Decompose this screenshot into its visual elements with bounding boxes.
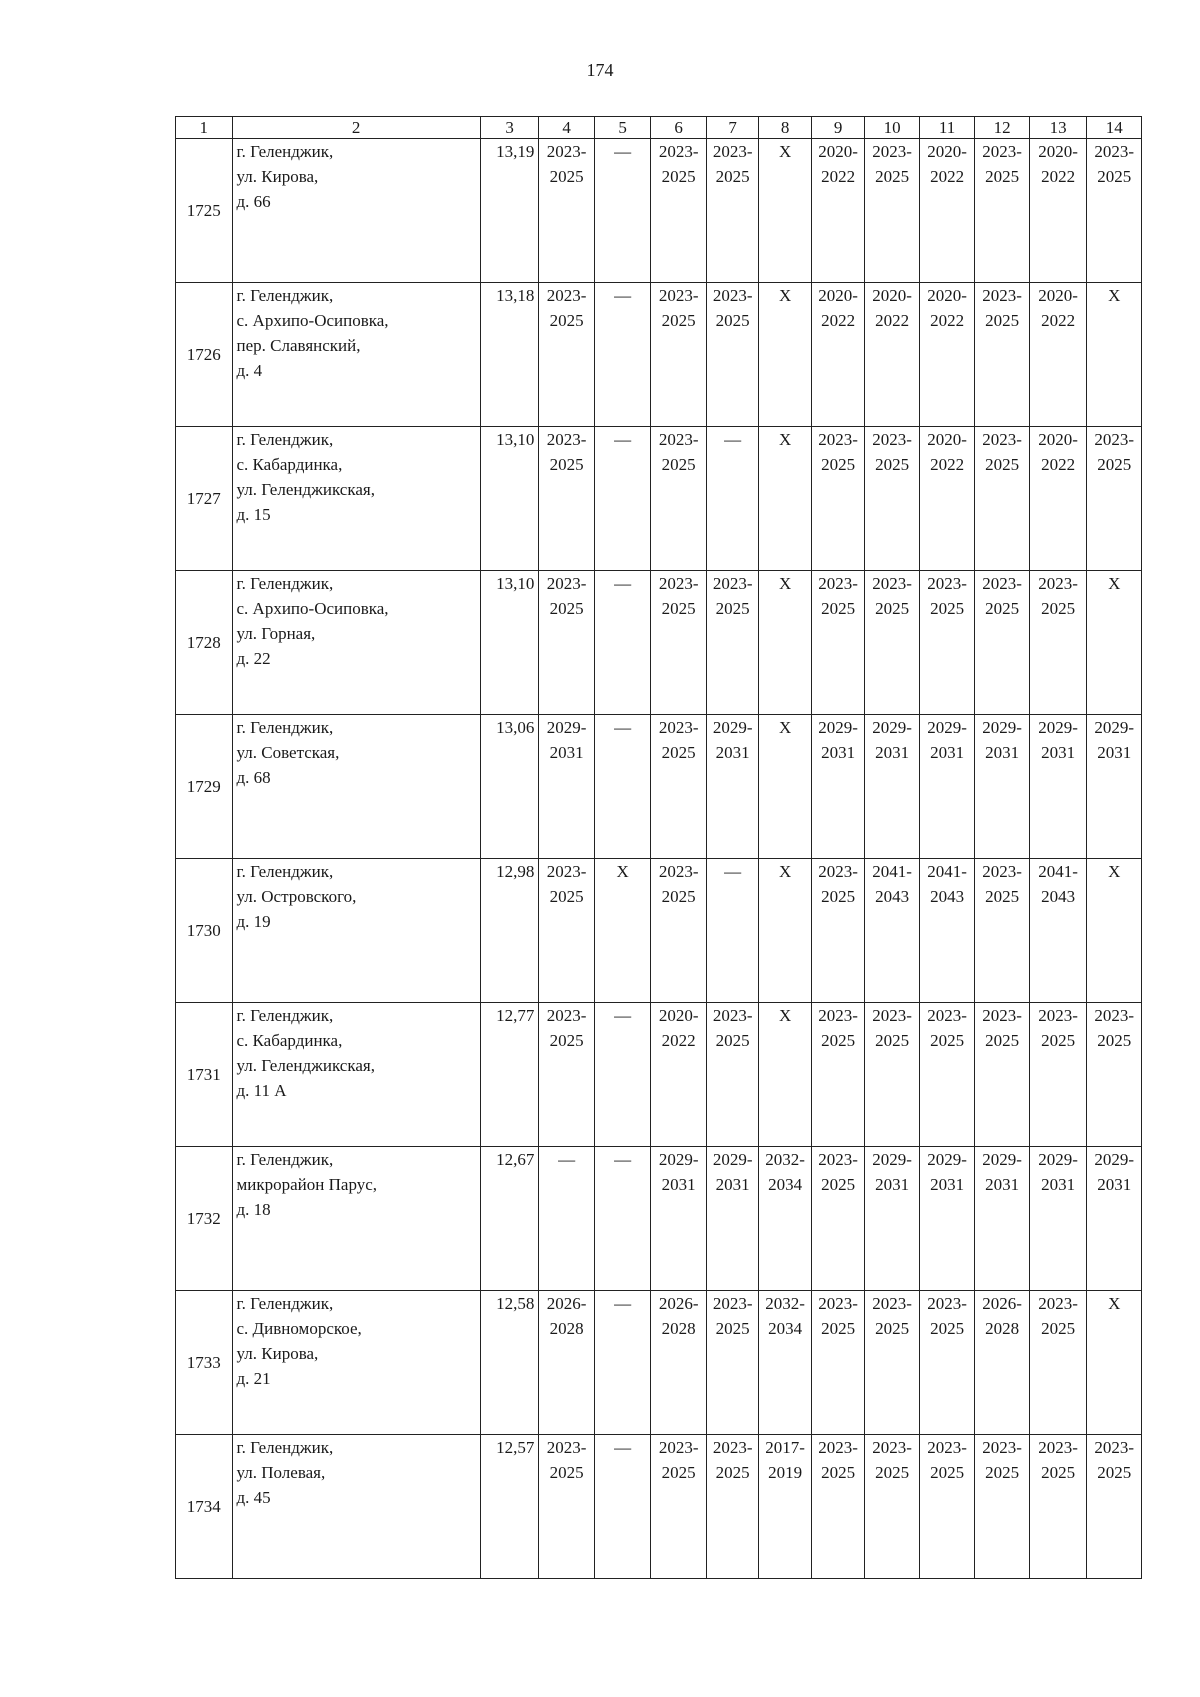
column-header: 7: [706, 117, 758, 139]
column-header: 6: [651, 117, 707, 139]
address-line: д. 18: [236, 1200, 271, 1219]
address-line: с. Кабардинка,: [236, 1031, 343, 1050]
address-line: д. 11 А: [236, 1081, 287, 1100]
period-cell: 2023- 2025: [975, 1435, 1030, 1579]
period-cell: 2023- 2025: [919, 1435, 975, 1579]
period-cell: —: [539, 1147, 595, 1291]
period-cell: X: [759, 283, 811, 427]
period-cell: 2029- 2031: [1029, 1147, 1087, 1291]
address-line: с. Кабардинка,: [236, 455, 343, 474]
table-row: [176, 715, 1142, 859]
row-number: 1731: [176, 1003, 233, 1147]
address-line: г. Геленджик,: [236, 1006, 334, 1025]
period-cell: 2023- 2025: [706, 1435, 758, 1579]
row-number: 1733: [176, 1291, 233, 1435]
period-cell: 2023- 2025: [539, 283, 595, 427]
address-line: г. Геленджик,: [236, 430, 334, 449]
period-cell: X: [1087, 1291, 1142, 1435]
area-cell: 12,58: [480, 1291, 539, 1435]
period-cell: 2023- 2025: [1029, 1003, 1087, 1147]
period-cell: —: [594, 715, 651, 859]
period-cell: 2020- 2022: [919, 139, 975, 283]
period-cell: 2023- 2025: [1087, 1003, 1142, 1147]
period-cell: 2041- 2043: [865, 859, 920, 1003]
period-cell: 2026- 2028: [651, 1291, 707, 1435]
row-number: 1727: [176, 427, 233, 571]
table-row: [176, 1147, 1142, 1291]
area-cell: 12,77: [480, 1003, 539, 1147]
period-cell: 2023- 2025: [811, 571, 864, 715]
period-cell: 2023- 2025: [975, 139, 1030, 283]
address-cell: [232, 427, 480, 571]
period-cell: —: [594, 283, 651, 427]
period-cell: 2026- 2028: [975, 1291, 1030, 1435]
column-header: 2: [232, 117, 480, 139]
address-line: г. Геленджик,: [236, 718, 334, 737]
period-cell: 2023- 2025: [865, 427, 920, 571]
period-cell: 2023- 2025: [539, 1435, 595, 1579]
period-cell: 2023- 2025: [706, 139, 758, 283]
period-cell: 2029- 2031: [1087, 1147, 1142, 1291]
period-cell: —: [594, 1147, 651, 1291]
row-number: 1734: [176, 1435, 233, 1579]
period-cell: X: [759, 1003, 811, 1147]
address-line: с. Архипо-Осиповка,: [236, 599, 389, 618]
period-cell: 2023- 2025: [706, 571, 758, 715]
address-line: г. Геленджик,: [236, 1438, 334, 1457]
period-cell: 2023- 2025: [811, 859, 864, 1003]
address-line: микрорайон Парус,: [236, 1175, 378, 1194]
address-line: ул. Кирова,: [236, 167, 319, 186]
period-cell: 2023- 2025: [706, 1291, 758, 1435]
column-header: 12: [975, 117, 1030, 139]
address-line: д. 68: [236, 768, 271, 787]
period-cell: 2023- 2025: [975, 859, 1030, 1003]
period-cell: 2023- 2025: [811, 1291, 864, 1435]
period-cell: 2023- 2025: [865, 571, 920, 715]
address-line: д. 19: [236, 912, 271, 931]
address-line: г. Геленджик,: [236, 1150, 334, 1169]
period-cell: 2023- 2025: [865, 1291, 920, 1435]
period-cell: X: [594, 859, 651, 1003]
address-line: г. Геленджик,: [236, 142, 334, 161]
row-number: 1729: [176, 715, 233, 859]
table-row: [176, 283, 1142, 427]
period-cell: 2023- 2025: [811, 1435, 864, 1579]
period-cell: 2029- 2031: [811, 715, 864, 859]
column-header: 4: [539, 117, 595, 139]
period-cell: 2023- 2025: [865, 139, 920, 283]
period-cell: X: [759, 427, 811, 571]
period-cell: 2023- 2025: [651, 139, 707, 283]
period-cell: 2023- 2025: [539, 571, 595, 715]
table-row: [176, 571, 1142, 715]
period-cell: 2029- 2031: [1087, 715, 1142, 859]
period-cell: 2020- 2022: [1029, 283, 1087, 427]
address-line: ул. Геленджикская,: [236, 480, 375, 499]
address-line: г. Геленджик,: [236, 862, 334, 881]
address-line: г. Геленджик,: [236, 286, 334, 305]
period-cell: 2023- 2025: [539, 139, 595, 283]
address-cell: [232, 283, 480, 427]
period-cell: 2023- 2025: [811, 427, 864, 571]
period-cell: 2023- 2025: [1087, 139, 1142, 283]
register-table: [175, 116, 1142, 1579]
column-header: 10: [865, 117, 920, 139]
address-line: д. 45: [236, 1488, 271, 1507]
column-header: 8: [759, 117, 811, 139]
period-cell: —: [594, 139, 651, 283]
table-row: [176, 859, 1142, 1003]
period-cell: 2023- 2025: [975, 1003, 1030, 1147]
period-cell: 2041- 2043: [919, 859, 975, 1003]
address-line: г. Геленджик,: [236, 1294, 334, 1313]
period-cell: 2041- 2043: [1029, 859, 1087, 1003]
period-cell: 2032- 2034: [759, 1291, 811, 1435]
period-cell: 2023- 2025: [975, 427, 1030, 571]
row-number: 1732: [176, 1147, 233, 1291]
period-cell: 2023- 2025: [651, 1435, 707, 1579]
period-cell: X: [759, 571, 811, 715]
address-line: д. 4: [236, 361, 263, 380]
address-line: ул. Советская,: [236, 743, 340, 762]
column-header: 14: [1087, 117, 1142, 139]
period-cell: 2029- 2031: [865, 715, 920, 859]
period-cell: 2029- 2031: [706, 715, 758, 859]
address-line: д. 22: [236, 649, 271, 668]
address-line: ул. Горная,: [236, 624, 316, 643]
period-cell: —: [594, 571, 651, 715]
period-cell: 2023- 2025: [651, 859, 707, 1003]
period-cell: 2023- 2025: [651, 427, 707, 571]
period-cell: 2020- 2022: [1029, 139, 1087, 283]
table-row: [176, 1003, 1142, 1147]
address-line: ул. Геленджикская,: [236, 1056, 375, 1075]
row-number: 1728: [176, 571, 233, 715]
period-cell: X: [759, 859, 811, 1003]
address-line: д. 66: [236, 192, 271, 211]
table-row: [176, 1435, 1142, 1579]
address-cell: [232, 715, 480, 859]
period-cell: 2023- 2025: [651, 571, 707, 715]
row-number: 1730: [176, 859, 233, 1003]
period-cell: X: [759, 139, 811, 283]
period-cell: 2029- 2031: [975, 1147, 1030, 1291]
address-line: ул. Островского,: [236, 887, 357, 906]
area-cell: 13,10: [480, 571, 539, 715]
address-cell: [232, 139, 480, 283]
period-cell: 2023- 2025: [865, 1003, 920, 1147]
period-cell: 2032- 2034: [759, 1147, 811, 1291]
address-line: с. Дивноморское,: [236, 1319, 362, 1338]
table-row: [176, 139, 1142, 283]
address-line: с. Архипо-Осиповка,: [236, 311, 389, 330]
period-cell: 2029- 2031: [975, 715, 1030, 859]
table-row: [176, 427, 1142, 571]
period-cell: 2023- 2025: [539, 427, 595, 571]
period-cell: 2023- 2025: [539, 859, 595, 1003]
period-cell: 2023- 2025: [1087, 427, 1142, 571]
period-cell: 2023- 2025: [919, 1003, 975, 1147]
period-cell: 2029- 2031: [865, 1147, 920, 1291]
period-cell: X: [1087, 571, 1142, 715]
address-line: ул. Полевая,: [236, 1463, 326, 1482]
area-cell: 12,98: [480, 859, 539, 1003]
period-cell: 2023- 2025: [1029, 1291, 1087, 1435]
area-cell: 13,06: [480, 715, 539, 859]
area-cell: 13,19: [480, 139, 539, 283]
period-cell: 2023- 2025: [811, 1147, 864, 1291]
period-cell: 2020- 2022: [865, 283, 920, 427]
column-header: 3: [480, 117, 539, 139]
table-row: [176, 1291, 1142, 1435]
area-cell: 13,10: [480, 427, 539, 571]
period-cell: 2023- 2025: [651, 283, 707, 427]
row-number: 1725: [176, 139, 233, 283]
period-cell: 2029- 2031: [651, 1147, 707, 1291]
period-cell: 2026- 2028: [539, 1291, 595, 1435]
address-cell: [232, 1435, 480, 1579]
column-header: 1: [176, 117, 233, 139]
area-cell: 12,57: [480, 1435, 539, 1579]
period-cell: 2020- 2022: [919, 283, 975, 427]
address-cell: [232, 571, 480, 715]
period-cell: 2020- 2022: [811, 283, 864, 427]
period-cell: 2020- 2022: [1029, 427, 1087, 571]
period-cell: X: [1087, 283, 1142, 427]
period-cell: 2029- 2031: [919, 1147, 975, 1291]
column-header: 9: [811, 117, 864, 139]
period-cell: —: [594, 1435, 651, 1579]
column-header: 11: [919, 117, 975, 139]
page-number: 174: [586, 60, 614, 80]
period-cell: 2023- 2025: [706, 283, 758, 427]
period-cell: —: [706, 859, 758, 1003]
address-line: г. Геленджик,: [236, 574, 334, 593]
period-cell: 2023- 2025: [811, 1003, 864, 1147]
period-cell: 2023- 2025: [706, 1003, 758, 1147]
address-cell: [232, 1003, 480, 1147]
period-cell: 2029- 2031: [1029, 715, 1087, 859]
table-body: [176, 139, 1142, 1579]
area-cell: 13,18: [480, 283, 539, 427]
period-cell: —: [594, 1291, 651, 1435]
address-cell: [232, 1291, 480, 1435]
period-cell: 2020- 2022: [919, 427, 975, 571]
period-cell: 2023- 2025: [651, 715, 707, 859]
period-cell: 2023- 2025: [919, 1291, 975, 1435]
table-header: [176, 117, 1142, 139]
address-cell: [232, 859, 480, 1003]
period-cell: 2023- 2025: [1029, 1435, 1087, 1579]
address-line: д. 21: [236, 1369, 271, 1388]
period-cell: 2023- 2025: [975, 571, 1030, 715]
period-cell: 2023- 2025: [865, 1435, 920, 1579]
period-cell: 2023- 2025: [919, 571, 975, 715]
row-number: 1726: [176, 283, 233, 427]
address-line: ул. Кирова,: [236, 1344, 319, 1363]
period-cell: 2023- 2025: [1029, 571, 1087, 715]
period-cell: —: [706, 427, 758, 571]
address-line: пер. Славянский,: [236, 336, 361, 355]
period-cell: X: [759, 715, 811, 859]
period-cell: 2023- 2025: [1087, 1435, 1142, 1579]
period-cell: 2020- 2022: [651, 1003, 707, 1147]
column-header: 13: [1029, 117, 1087, 139]
period-cell: 2023- 2025: [539, 1003, 595, 1147]
period-cell: 2023- 2025: [975, 283, 1030, 427]
period-cell: 2029- 2031: [919, 715, 975, 859]
period-cell: 2017- 2019: [759, 1435, 811, 1579]
address-cell: [232, 1147, 480, 1291]
period-cell: —: [594, 427, 651, 571]
period-cell: —: [594, 1003, 651, 1147]
area-cell: 12,67: [480, 1147, 539, 1291]
period-cell: 2029- 2031: [706, 1147, 758, 1291]
column-header: 5: [594, 117, 651, 139]
period-cell: 2020- 2022: [811, 139, 864, 283]
address-line: д. 15: [236, 505, 271, 524]
period-cell: 2029- 2031: [539, 715, 595, 859]
period-cell: X: [1087, 859, 1142, 1003]
